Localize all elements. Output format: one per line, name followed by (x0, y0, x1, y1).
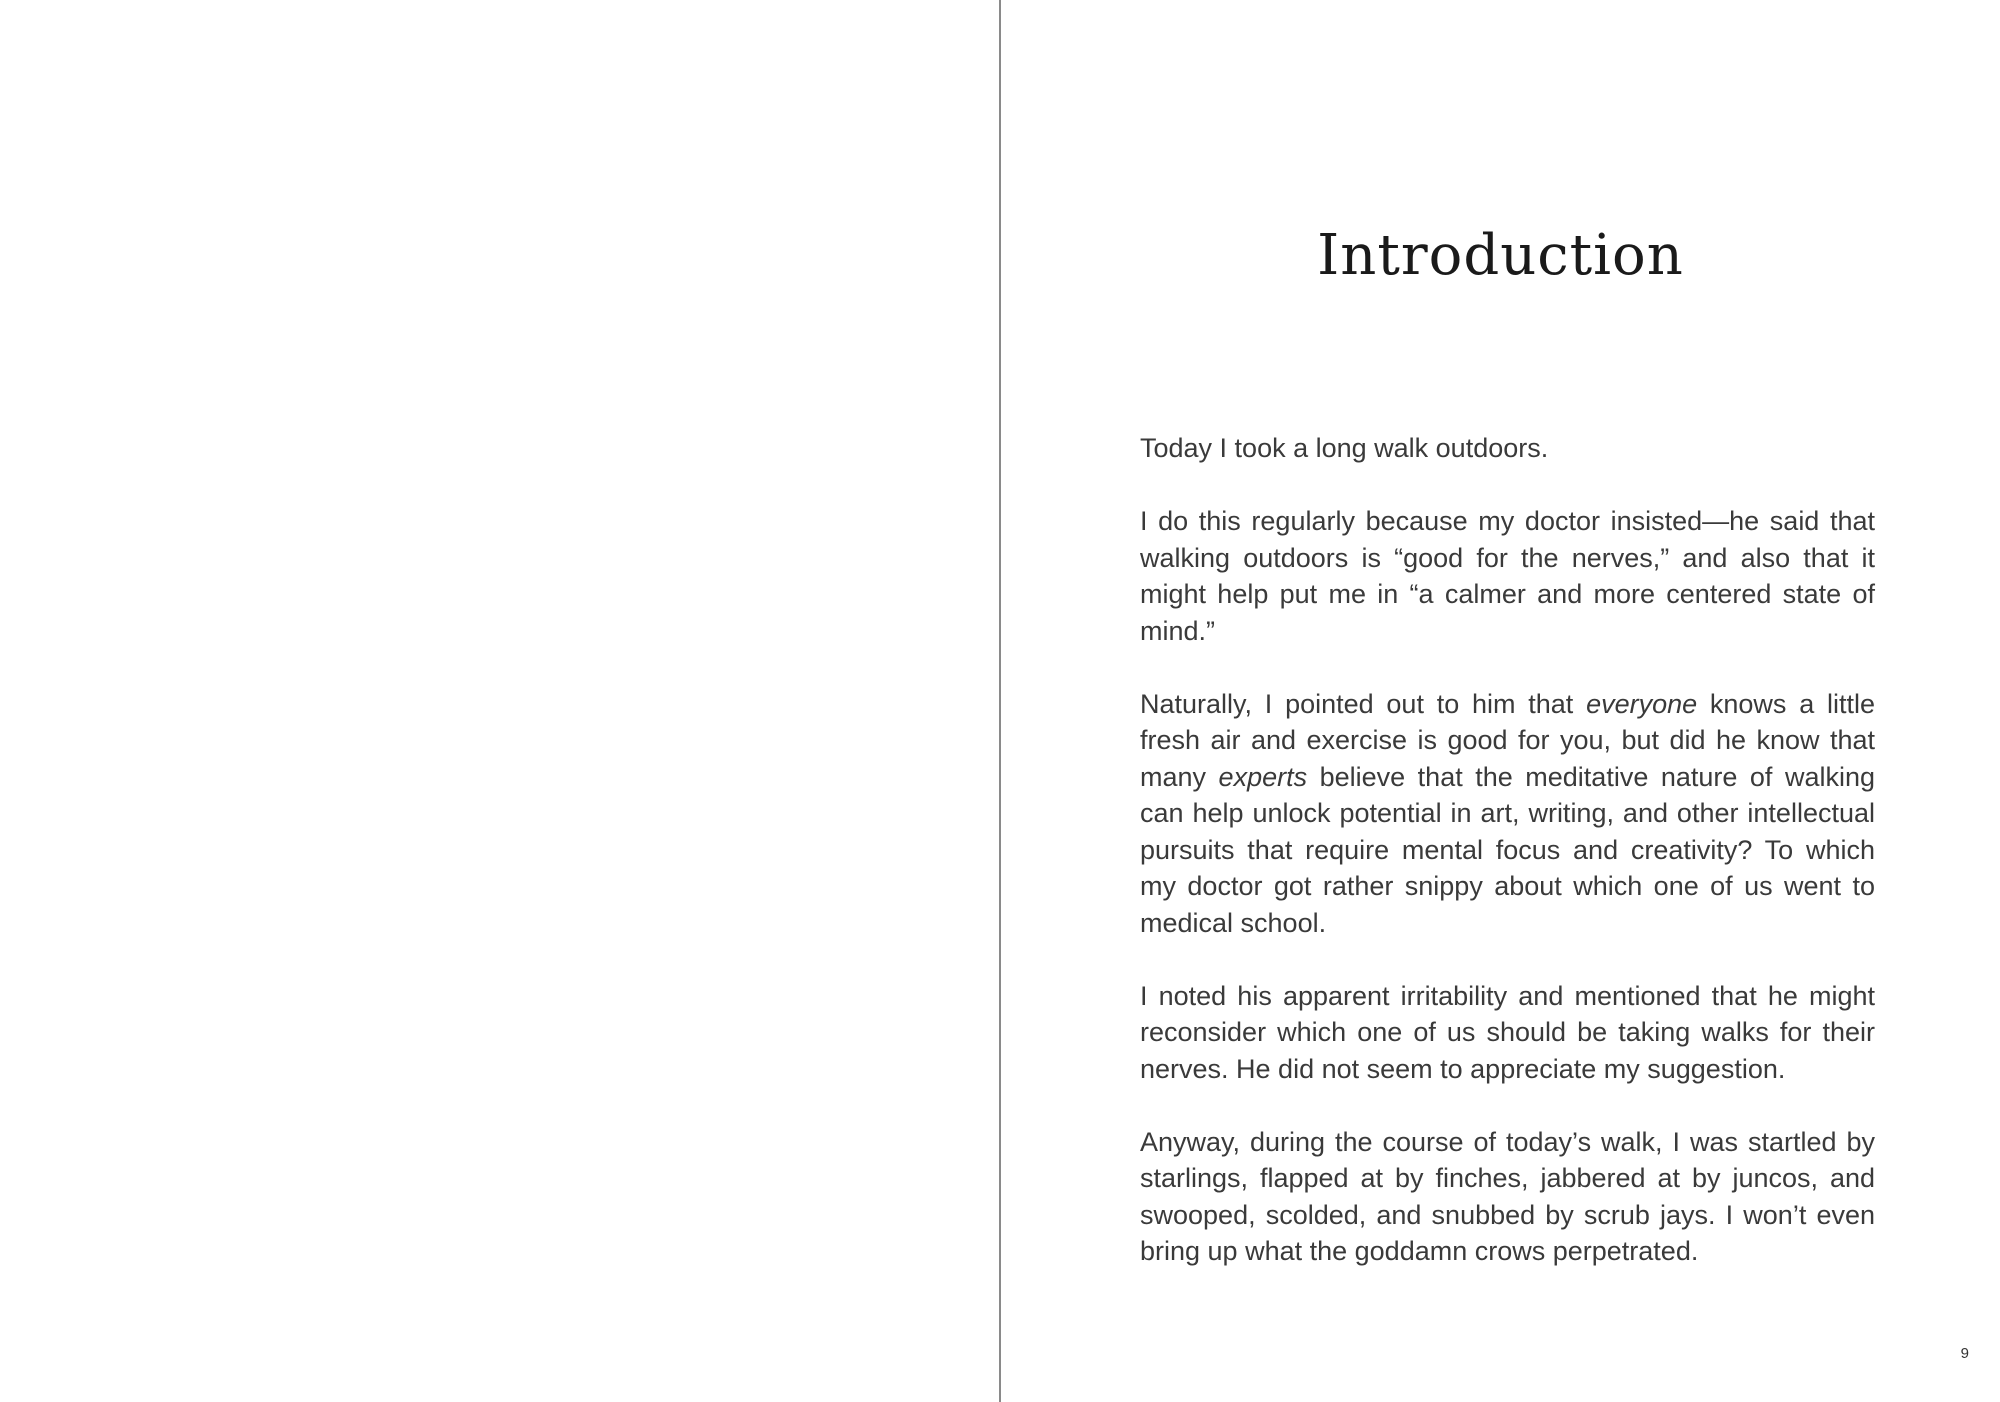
chapter-title: Introduction (1317, 223, 1684, 288)
paragraph (1140, 1124, 1875, 1270)
italic-emphasis: experts (1218, 761, 1308, 792)
paragraph (1140, 978, 1875, 1088)
text-segment: I noted his apparent irritability and mentioned that he might reconsider which one of us should be taking walks for their nerves. He did not seem to appreciate my suggestion. (1140, 980, 1875, 1084)
paragraph (1140, 430, 1875, 467)
text-segment: Today I took a long walk outdoors. (1140, 433, 1549, 463)
paragraph (1140, 503, 1875, 649)
text-segment: Naturally, I pointed out to him that (1140, 688, 1587, 719)
text-segment: I do this regularly because my doctor insisted—he said that walking outdoors is “good for the nerves,” and also that it might help put me in “a calmer and more centered state of mind.” (1140, 506, 1875, 646)
text-segment: knows a little fresh air and exercise is good for you, but did he know that many (1140, 688, 1875, 792)
paragraph (1140, 686, 1875, 942)
text-segment: believe that the meditative nature of walking can help unlock potential in art, writing, and other intellectual pursuits that require mental focus and creativity? To which my doctor got rather snippy about which one of us went to medical school. (1140, 761, 1875, 938)
italic-emphasis: everyone (1586, 688, 1698, 719)
text-segment: Anyway, during the course of today’s walk, I was startled by starlings, flapped at by finches, jabbered at by juncos, and swooped, scolded, and snubbed by scrub jays. I won’t even bring up what the goddamn crows perpetrated. (1140, 1126, 1875, 1266)
right-page (1001, 0, 2000, 1402)
page-number: 9 (1960, 1345, 1969, 1362)
chapter-body (1140, 430, 1875, 1270)
left-page-blank (0, 0, 999, 1402)
